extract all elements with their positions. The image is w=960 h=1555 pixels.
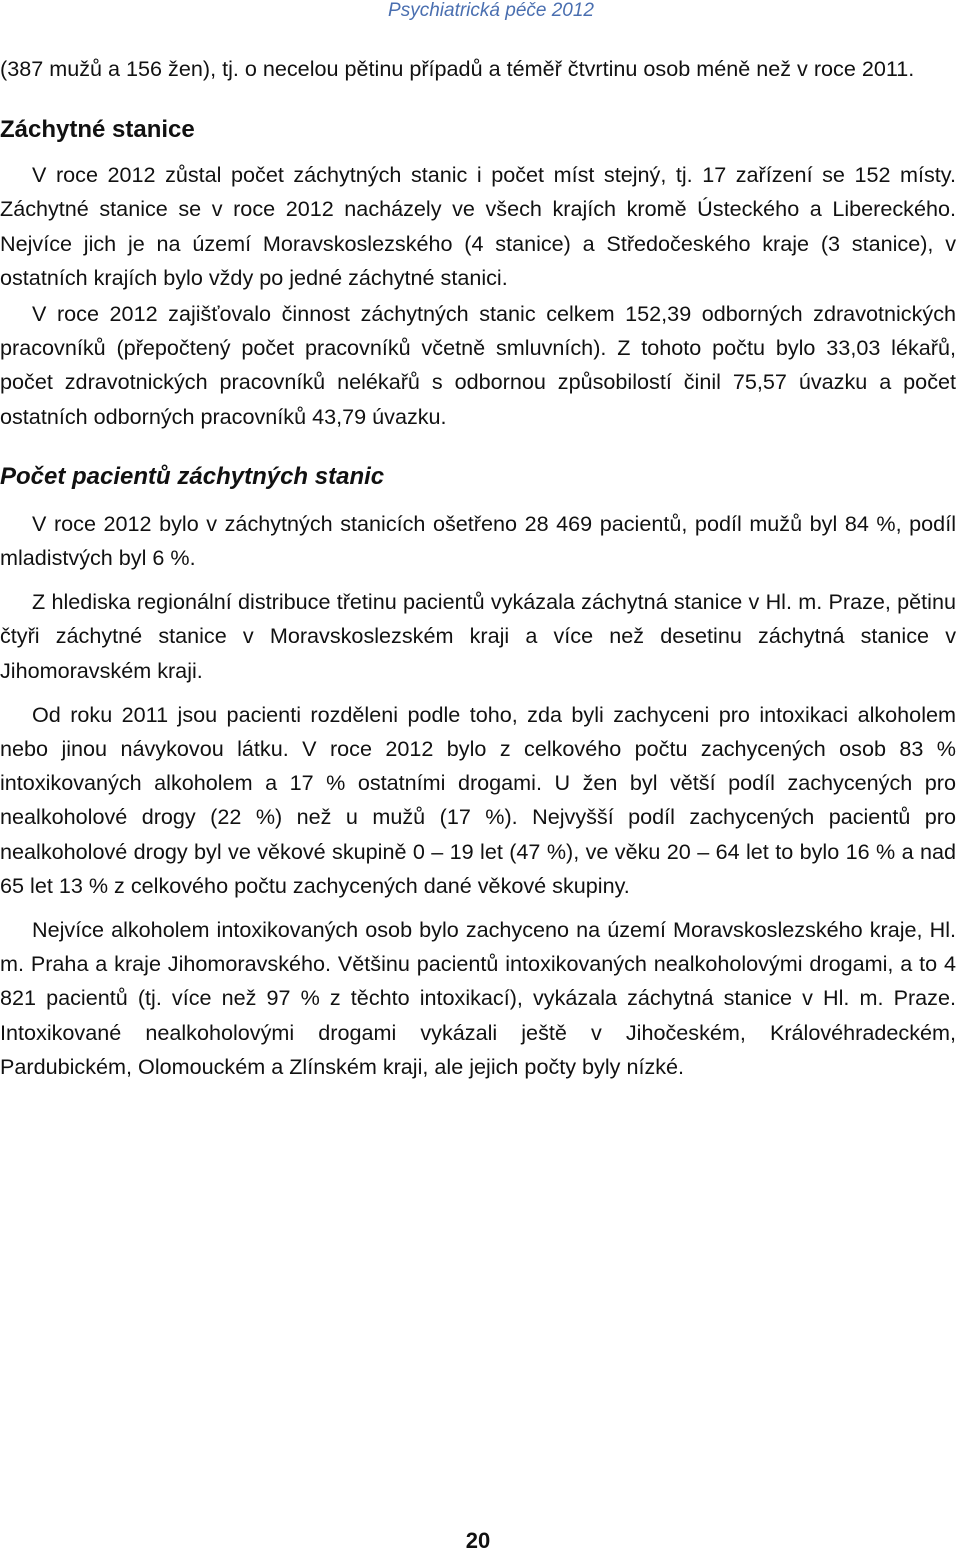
section-heading-patients: Počet pacientů záchytných stanic <box>0 462 385 490</box>
patients-paragraph-3: Od roku 2011 jsou pacienti rozděleni podle toho, zda byli zachyceni pro intoxikaci alkoholem nebo jinou návykovou látku. V roce 2012 bylo z celkového počtu zachycených osob 83 % intoxikovaných alkoholem a 17 % ostatními drogami. U žen byl větší podíl zachycených pro nealkoholové drogy (22 %) než u mužů (17 %). Nejvyšší podíl zachycených pacientů pro nealkoholové drogy byl ve věkové skupině 0 – 19 let (47 %), ve věku 20 – 64 let to bylo 16 % a nad 65 let 13 % z celkového počtu zachycených dané věkové skupiny. <box>0 701 956 898</box>
stations-paragraph-1: V roce 2012 zůstal počet záchytných stanic i počet míst stejný, tj. 17 zařízení se 152 místy. Záchytné stanice se v roce 2012 nacházely ve všech krajích kromě Ústeckého a Libereckého. Nejvíce jich je na území Moravskoslezského (4 stanice) a Středočeského kraje (3 stanice), v ostatních krajích bylo vždy po jedné záchytné stanici. <box>0 162 956 290</box>
stations-paragraph-2: V roce 2012 zajišťovalo činnost záchytných stanic celkem 152,39 odborných zdravotnických pracovníků (přepočtený počet pracovníků včetně smluvních). Z tohoto počtu bylo 33,03 lékařů, počet zdravotnických pracovníků nelékařů s odbornou způsobilostí činil 75,57 úvazku a počet ostatních odborných pracovníků 43,79 úvazku. <box>0 301 956 429</box>
patients-paragraph-1: V roce 2012 bylo v záchytných stanicích ošetřeno 28 469 pacientů, podíl mužů byl 84 %, podíl mladistvých byl 6 %. <box>0 510 956 571</box>
running-header: Psychiatrická péče 2012 <box>388 0 594 21</box>
document-body <box>0 52 956 1084</box>
patients-paragraph-2: Z hlediska regionální distribuce třetinu pacientů vykázala záchytná stanice v Hl. m. Praze, pětinu čtyři záchytné stanice v Moravskoslezském kraji a více než desetinu záchytná stanice v Jihomoravském kraji. <box>0 589 956 683</box>
section-heading-stations: Záchytné stanice <box>0 116 195 144</box>
page-number: 20 <box>465 1528 491 1553</box>
intro-paragraph: (387 mužů a 156 žen), tj. o necelou pětinu případů a téměř čtvrtinu osob méně než v roce 2011. <box>0 56 915 81</box>
patients-paragraph-4: Nejvíce alkoholem intoxikovaných osob bylo zachyceno na území Moravskoslezského kraje, Hl. m. Praha a kraje Jihomoravského. Většinu pacientů intoxikovaných nealkoholovými drogami, a to 4 821 pacientů (tj. více než 97 % z těchto intoxikací), vykázala záchytná stanice v Hl. m. Praze. Intoxikované nealkoholovými drogami vykázali ještě v Jihočeském, Královéhradeckém, Pardubickém, Olomouckém a Zlínském kraji, ale jejich počty byly nízké. <box>0 917 956 1079</box>
